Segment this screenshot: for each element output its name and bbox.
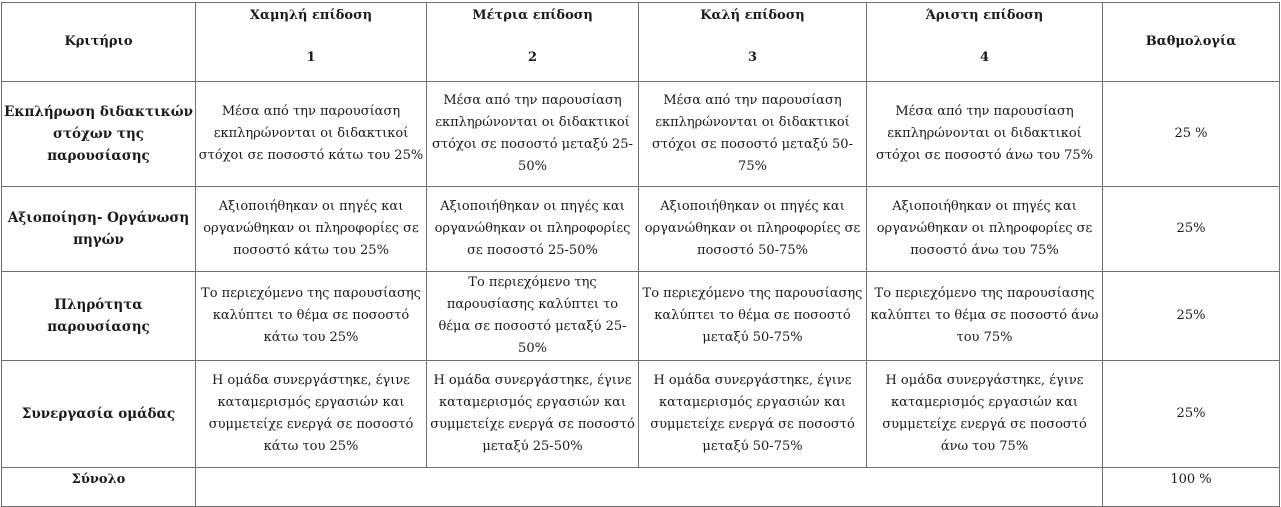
- level-label: Μέτρια επίδοση: [472, 8, 593, 23]
- descriptor-cell: Το περιεχόμενο της παρουσίασης καλύπτει το θέμα σε ποσοστό μεταξύ 50-75%: [639, 272, 867, 361]
- total-score: 100 %: [1103, 468, 1280, 507]
- score-cell: 25%: [1103, 187, 1280, 272]
- level-number: 4: [979, 50, 990, 65]
- descriptor-cell: Αξιοποιήθηκαν οι πηγές και οργανώθηκαν οι πληροφορίες σε ποσοστό άνω του 75%: [867, 187, 1103, 272]
- table-row: [2, 272, 1280, 361]
- descriptor-cell: Αξιοποιήθηκαν οι πηγές και οργανώθηκαν οι πληροφορίες σε ποσοστό κάτω του 25%: [196, 187, 427, 272]
- level-number: 1: [306, 50, 316, 65]
- level-label: Καλή επίδοση: [700, 8, 805, 23]
- header-row: [2, 3, 1280, 82]
- descriptor-cell: Αξιοποιήθηκαν οι πηγές και οργανώθηκαν οι πληροφορίες σε ποσοστό 50-75%: [639, 187, 867, 272]
- descriptor-cell: Η ομάδα συνεργάστηκε, έγινε καταμερισμός εργασιών και συμμετείχε ενεργά σε ποσοστό άνω του 75%: [867, 361, 1103, 468]
- descriptor-cell: Το περιεχόμενο της παρουσίασης καλύπτει το θέμα σε ποσοστό μεταξύ 25-50%: [427, 272, 639, 361]
- level-number: 3: [747, 50, 758, 65]
- level-header-low: [196, 3, 427, 82]
- table-row: [2, 82, 1280, 187]
- level-number: 2: [527, 50, 538, 65]
- rubric-table: [1, 2, 1280, 507]
- descriptor-cell: Μέσα από την παρουσίαση εκπληρώνονται οι διδακτικοί στόχοι σε ποσοστό μεταξύ 50-75%: [639, 82, 867, 187]
- level-header-good: [639, 3, 867, 82]
- score-cell: 25%: [1103, 361, 1280, 468]
- level-label: Άριστη επίδοση: [925, 8, 1044, 23]
- descriptor-cell: Μέσα από την παρουσίαση εκπληρώνονται οι διδακτικοί στόχοι σε ποσοστό άνω του 75%: [867, 82, 1103, 187]
- descriptor-cell: Αξιοποιήθηκαν οι πηγές και οργανώθηκαν οι πληροφορίες σε ποσοστό 25-50%: [427, 187, 639, 272]
- criterion-header: Κριτήριο: [2, 3, 196, 82]
- descriptor-cell: Η ομάδα συνεργάστηκε, έγινε καταμερισμός εργασιών και συμμετείχε ενεργά σε ποσοστό μεταξύ 25-50%: [427, 361, 639, 468]
- descriptor-cell: Το περιεχόμενο της παρουσίασης καλύπτει το θέμα σε ποσοστό άνω του 75%: [867, 272, 1103, 361]
- descriptor-cell: Μέσα από την παρουσίαση εκπληρώνονται οι διδακτικοί στόχοι σε ποσοστό κάτω του 25%: [196, 82, 427, 187]
- criterion-cell: Εκπλήρωση διδακτικών στόχων της παρουσίασης: [2, 82, 196, 187]
- criterion-cell: Πληρότητα παρουσίασης: [2, 272, 196, 361]
- score-cell: 25 %: [1103, 82, 1280, 187]
- table-row: [2, 361, 1280, 468]
- table-row: [2, 187, 1280, 272]
- descriptor-cell: Η ομάδα συνεργάστηκε, έγινε καταμερισμός εργασιών και συμμετείχε ενεργά σε ποσοστό μεταξύ 50-75%: [639, 361, 867, 468]
- descriptor-cell: Το περιεχόμενο της παρουσίασης καλύπτει το θέμα σε ποσοστό κάτω του 25%: [196, 272, 427, 361]
- score-header: Βαθμολογία: [1103, 3, 1280, 82]
- score-cell: 25%: [1103, 272, 1280, 361]
- criterion-cell: Συνεργασία ομάδας: [2, 361, 196, 468]
- level-label: Χαμηλή επίδοση: [249, 8, 373, 23]
- level-header-excellent: [867, 3, 1103, 82]
- total-label: Σύνολο: [2, 468, 196, 507]
- criterion-cell: Αξιοποίηση- Οργάνωση πηγών: [2, 187, 196, 272]
- level-header-medium: [427, 3, 639, 82]
- descriptor-cell: Η ομάδα συνεργάστηκε, έγινε καταμερισμός εργασιών και συμμετείχε ενεργά σε ποσοστό κάτω του 25%: [196, 361, 427, 468]
- total-row: [2, 468, 1280, 507]
- total-empty-cell: [196, 468, 1103, 507]
- descriptor-cell: Μέσα από την παρουσίαση εκπληρώνονται οι διδακτικοί στόχοι σε ποσοστό μεταξύ 25-50%: [427, 82, 639, 187]
